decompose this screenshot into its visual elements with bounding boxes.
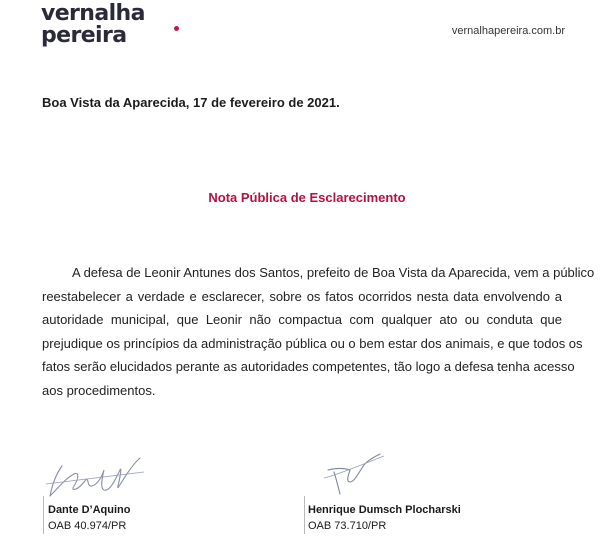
body-line: aos procedimentos.: [42, 382, 156, 398]
signatory-name-1: Dante D’Aquino: [48, 504, 131, 516]
body-line: reestabelecer a verdade e esclarecer, sobre os fatos ocorridos nesta data envolvendo a: [42, 288, 562, 304]
date-line: Boa Vista da Aparecida, 17 de fevereiro de 2021.: [42, 95, 340, 110]
document-title: Nota Pública de Esclarecimento: [208, 190, 406, 205]
signature-line-1: [43, 496, 44, 534]
signatory-oab-1: OAB 40.974/PR: [48, 520, 127, 532]
signatory-oab-2: OAB 73.710/PR: [308, 520, 387, 532]
signature-scribble-1: [44, 448, 149, 504]
logo-dot-icon: [174, 26, 179, 31]
body-line: autoridade municipal, que Leonir não compactua com qualquer ato ou conduta que: [42, 312, 562, 328]
signatory-name-2: Henrique Dumsch Plocharski: [308, 504, 461, 516]
signature-line-2: [304, 496, 305, 534]
website-url: vernalhapereira.com.br: [451, 25, 565, 37]
body-line: fatos serão elucidados perante as autoridades competentes, tão logo a defesa tenha acesso: [42, 359, 575, 375]
body-line: prejudique os princípios da administração pública ou o bem estar dos animais, e que todos os: [42, 335, 583, 351]
statement-body: [42, 261, 595, 403]
logo-text-line1: vernalha: [41, 1, 145, 26]
company-logo: [41, 3, 181, 49]
logo-text-line2: pereira: [41, 23, 127, 48]
signature-scribble-2: [318, 448, 390, 498]
body-line: A defesa de Leonir Antunes dos Santos, prefeito de Boa Vista da Aparecida, vem a público: [72, 265, 595, 280]
